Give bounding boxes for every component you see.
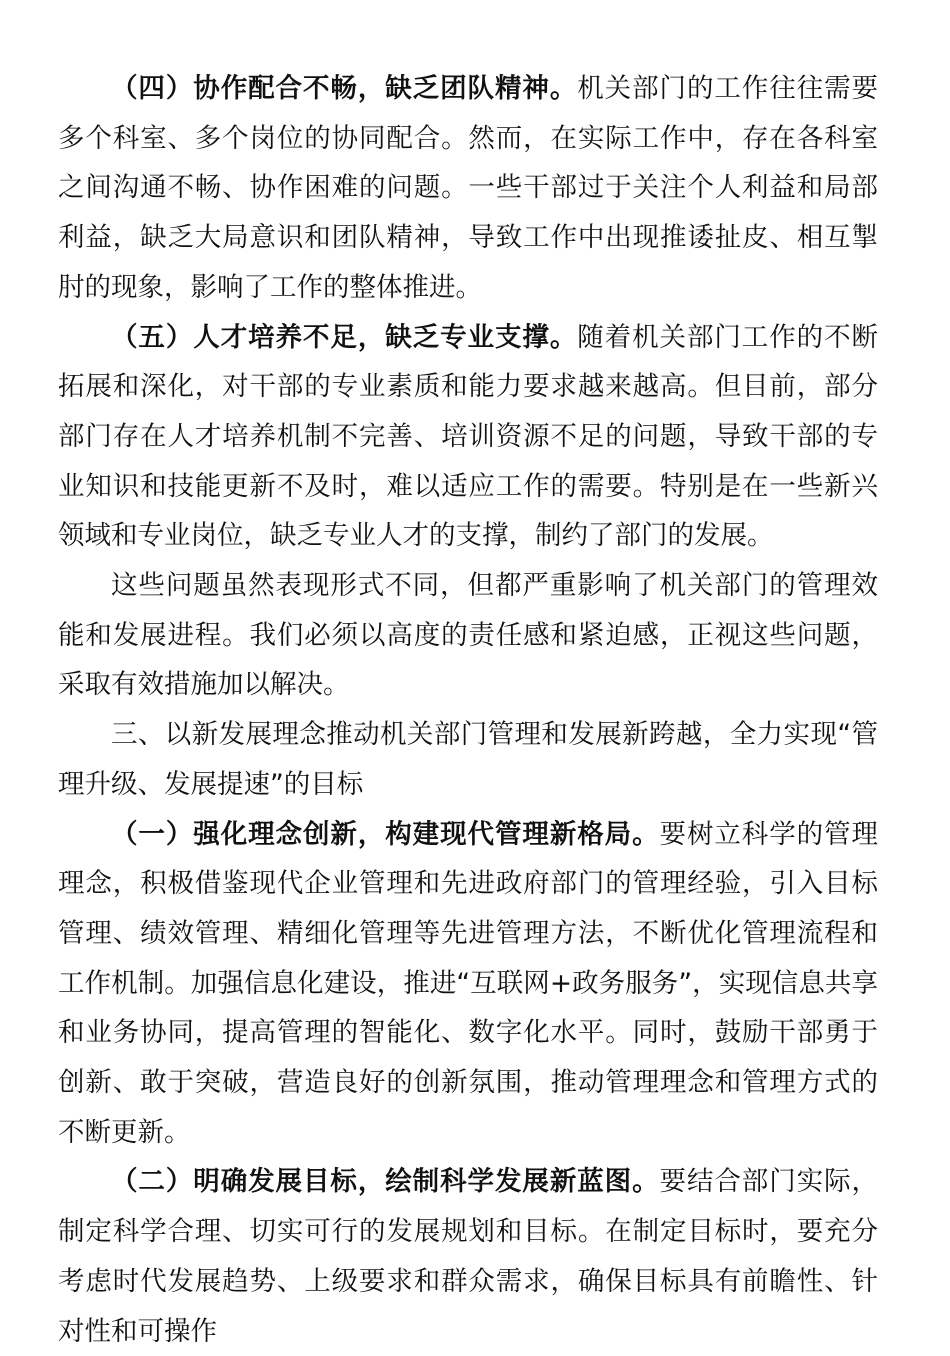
document-page (58, 64, 878, 1356)
paragraph-collaboration (58, 64, 878, 313)
section-heading-text: 三、以新发展理念推动机关部门管理和发展新跨越，全力实现“管理升级、发展提速”的目标 (58, 719, 878, 800)
paragraph-innovation (58, 810, 878, 1158)
section-heading-three (58, 710, 878, 809)
paragraph-heading: （四）协作配合不畅，缺乏团队精神。 (111, 73, 578, 104)
paragraph-heading: （一）强化理念创新，构建现代管理新格局。 (111, 818, 660, 850)
paragraph-summary (58, 561, 878, 710)
paragraph-body: 随着机关部门工作的不断拓展和深化，对干部的专业素质和能力要求越来越高。但目前，部分部门存在人才培养机制不完善、培训资源不足的问题，导致干部的专业知识和技能更新不及时，难以适应工作的需要。特别是在一些新兴领域和专业岗位，缺乏专业人才的支撑，制约了部门的发展。 (58, 321, 879, 552)
paragraph-body: 要结合部门实际，制定科学合理、切实可行的发展规划和目标。在制定目标时，要充分考虑时代发展趋势、上级要求和群众需求，确保目标具有前瞻性、针对性和可操作 (58, 1166, 879, 1347)
paragraph-body: 机关部门的工作往往需要多个科室、多个岗位的协同配合。然而，在实际工作中，存在各科室之间沟通不畅、协作困难的问题。一些干部过于关注个人利益和局部利益，缺乏大局意识和团队精神，导致工作中出现推诿扯皮、相互掣肘的现象，影响了工作的整体推进。 (58, 73, 879, 303)
paragraph-heading: （五）人才培养不足，缺乏专业支撑。 (111, 321, 578, 353)
paragraph-body: 要树立科学的管理理念，积极借鉴现代企业管理和先进政府部门的管理经验，引入目标管理、绩效管理、精细化管理等先进管理方法，不断优化管理流程和工作机制。加强信息化建设，推进“互联网+政务服务”，实现信息共享和业务协同，提高管理的智能化、数字化水平。同时，鼓励干部勇于创新、敢于突破，营造良好的创新氛围，推动管理理念和管理方式的不断更新。 (58, 818, 879, 1148)
paragraph-body: 这些问题虽然表现形式不同，但都严重影响了机关部门的管理效能和发展进程。我们必须以高度的责任感和紧迫感，正视这些问题，采取有效措施加以解决。 (58, 570, 878, 701)
paragraph-heading: （二）明确发展目标，绘制科学发展新蓝图。 (111, 1166, 660, 1198)
paragraph-goals (58, 1157, 878, 1356)
paragraph-talent (58, 313, 878, 562)
